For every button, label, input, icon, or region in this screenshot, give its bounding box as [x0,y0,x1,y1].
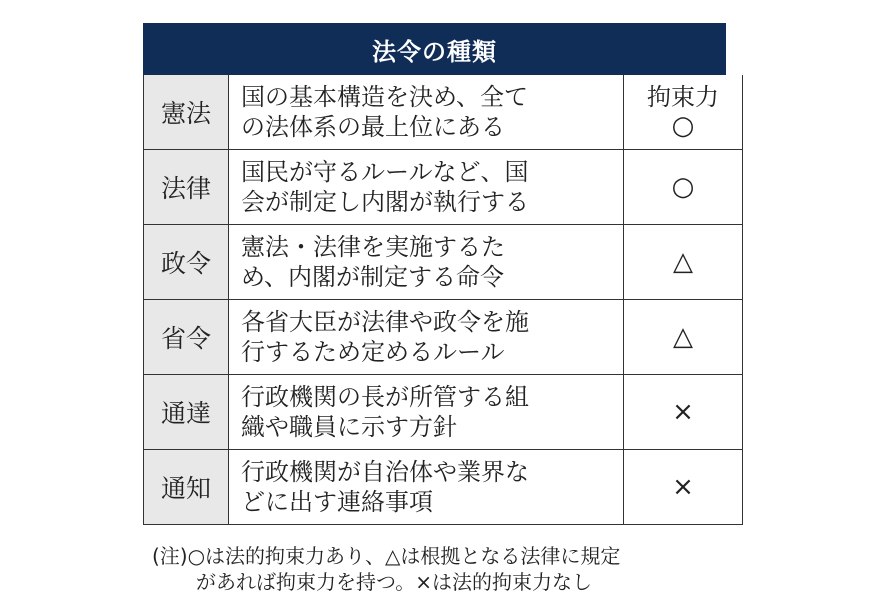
footnote-line: (注)○は法的拘束力あり、△は根拠となる法律に規定 [152,544,621,568]
law-type-description [229,225,624,300]
description-line: 会が制定し内閣が執行する [241,188,529,216]
law-type-description [229,300,624,375]
law-type-description [229,75,624,150]
description-line: 各省大臣が法律や政令を施 [241,308,529,336]
binding-force-cell [624,150,743,225]
law-type-name: 通達 [144,375,229,450]
footnote [152,543,752,595]
description-line: 行政機関の長が所管する組 [241,383,529,411]
table-row [144,150,743,225]
table-row [144,300,743,375]
binding-force-mark: × [672,397,694,427]
description-line: 国の基本構造を決め、全て [241,83,529,111]
law-type-description [229,450,624,525]
description-line: 憲法・法律を実施するた [241,233,505,261]
table-title: 法令の種類 [143,23,726,75]
law-type-name: 政令 [144,225,229,300]
law-type-name: 省令 [144,300,229,375]
table-row [144,75,743,150]
law-types-table [143,75,743,525]
binding-force-mark: △ [673,247,693,277]
description-line: 国民が守るルールなど、国 [241,158,529,186]
description-line: 行するため定めるルール [241,338,505,366]
law-types-figure [143,23,726,525]
table-row [144,375,743,450]
binding-force-mark: ○ [671,111,695,141]
table-row [144,450,743,525]
binding-force-mark: ○ [671,172,695,202]
law-type-name: 法律 [144,150,229,225]
binding-force-mark: × [672,472,694,502]
binding-force-cell [624,75,743,150]
binding-force-cell [624,225,743,300]
description-line: 織や職員に示す方針 [241,413,457,441]
binding-force-mark: △ [673,322,693,352]
description-line: め、内閣が制定する命令 [241,263,505,291]
binding-force-cell [624,300,743,375]
law-type-description [229,375,624,450]
binding-force-header: 拘束力 [647,83,719,111]
description-line: 行政機関が自治体や業界な [241,458,529,486]
table-row [144,225,743,300]
law-type-name: 憲法 [144,75,229,150]
description-line: の法体系の最上位にある [241,113,505,141]
law-type-description [229,150,624,225]
description-line: どに出す連絡事項 [241,488,433,516]
binding-force-cell [624,450,743,525]
law-type-name: 通知 [144,450,229,525]
footnote-line: があれば拘束力を持つ。×は法的拘束力なし [196,570,592,594]
binding-force-cell [624,375,743,450]
